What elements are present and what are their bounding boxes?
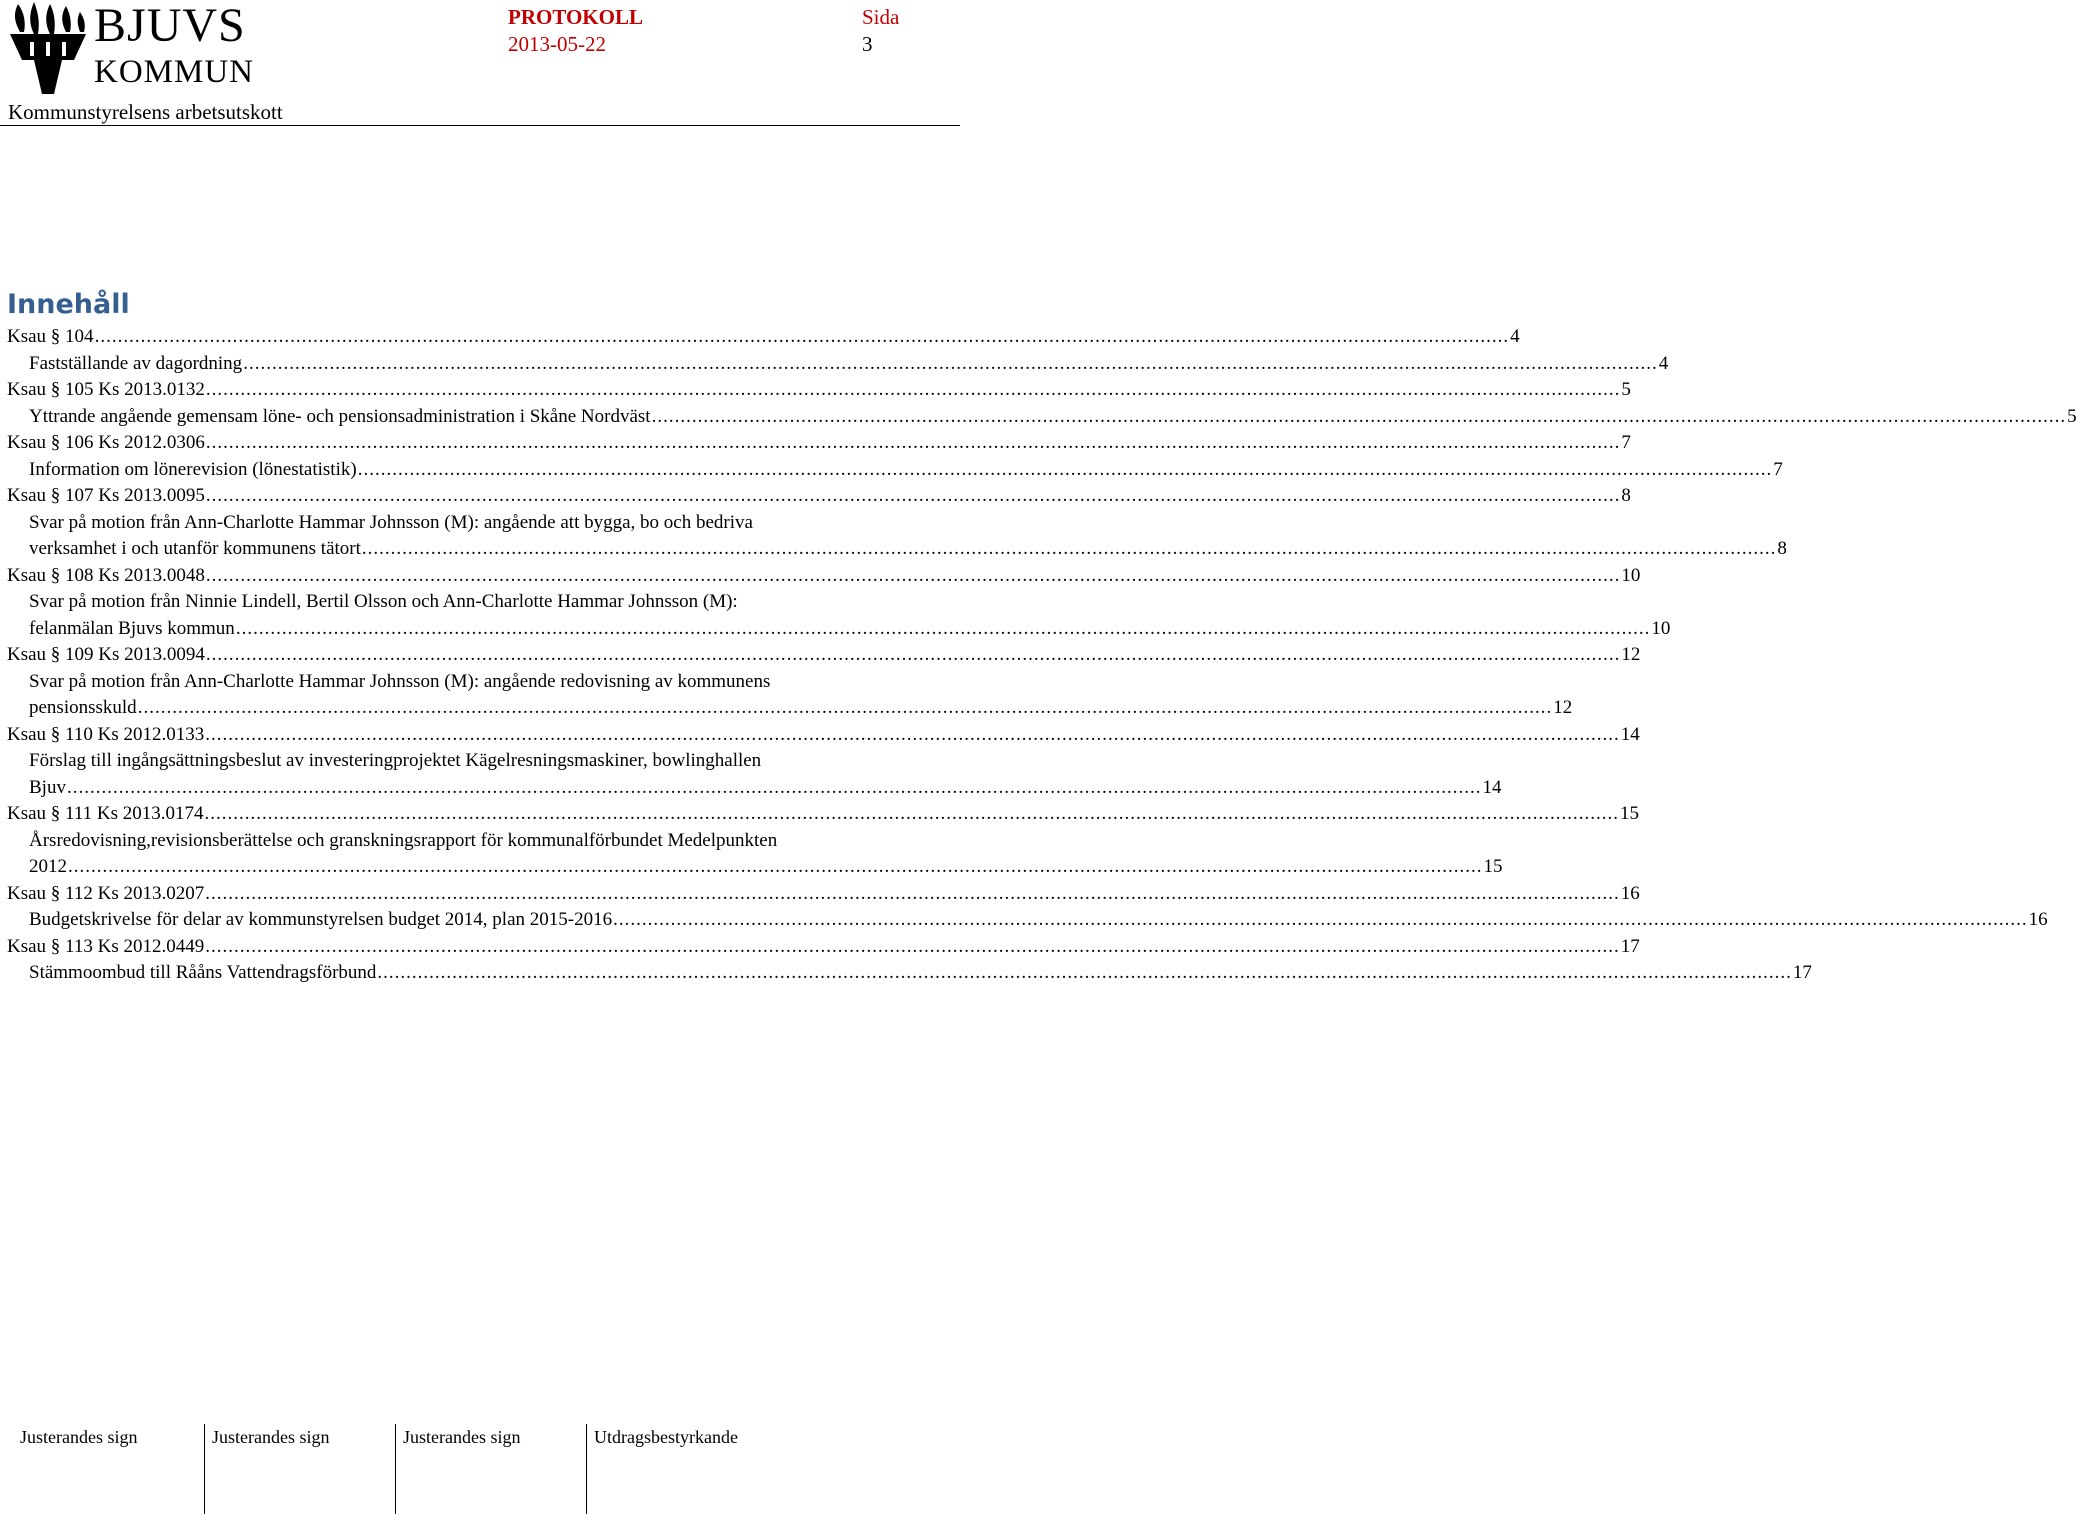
- dot-leader: [358, 457, 1773, 484]
- toc-entry-heading[interactable]: [7, 324, 1520, 351]
- toc-entry-text-continued: felanmälan Bjuvs kommun: [29, 617, 235, 639]
- dot-leader: [206, 377, 1621, 404]
- toc-entry-title[interactable]: [7, 351, 1669, 378]
- dot-leader: [362, 536, 1777, 563]
- signature-label: Justerandes sign: [20, 1427, 138, 1447]
- toc-entry-text: Stämmoombud till Rååns Vattendragsförbund: [29, 962, 377, 983]
- toc-page-number: 5: [2067, 405, 2077, 427]
- header-divider: [0, 125, 960, 126]
- toc-entry-continuation: [29, 854, 1503, 881]
- signature-cell-3: [395, 1424, 585, 1514]
- toc-page-number: 8: [1777, 538, 1787, 559]
- toc-entry-text-continued: 2012: [29, 856, 67, 877]
- toc-page-number: 15: [1483, 856, 1503, 877]
- toc-page-number: 15: [1620, 803, 1640, 824]
- toc-entry-title[interactable]: [7, 404, 2077, 431]
- toc-page-number: 10: [1621, 564, 1641, 586]
- signature-label: Justerandes sign: [212, 1427, 330, 1447]
- toc-entry-continuation: [29, 695, 1573, 722]
- toc-page-number: 17: [1792, 962, 1812, 983]
- toc-entry-title[interactable]: [7, 669, 1573, 722]
- toc-entry-text: Ksau § 105 Ks 2013.0132: [7, 379, 205, 400]
- toc-page-number: 5: [1621, 379, 1631, 400]
- toc-page-number: 16: [1620, 882, 1640, 904]
- dot-leader: [68, 854, 1483, 881]
- dot-leader: [206, 483, 1621, 510]
- signature-cell-4: [586, 1424, 956, 1514]
- toc-entry-text: Ksau § 109 Ks 2013.0094: [7, 644, 205, 665]
- toc-entry-text: Svar på motion från Ann-Charlotte Hammar Johnsson (M): angående redovisning av kommunens: [29, 670, 771, 692]
- toc-page-number: 7: [1773, 458, 1783, 480]
- toc-entry-title[interactable]: [7, 960, 1812, 987]
- toc-entry-text: Svar på motion från Ann-Charlotte Hammar Johnsson (M): angående att bygga, bo och bedriva: [29, 511, 753, 533]
- toc-entry-text-continued: Bjuv: [29, 776, 66, 798]
- toc-entry-text: Budgetskrivelse för delar av kommunstyrelsen budget 2014, plan 2015-2016: [29, 909, 613, 930]
- bjuv-torch-logo-icon: [8, 2, 88, 98]
- toc-entry-title[interactable]: [7, 907, 2048, 934]
- toc-entry-text: Ksau § 112 Ks 2013.0207: [7, 882, 205, 904]
- document-type: PROTOKOLL: [508, 5, 643, 29]
- toc-entry-title[interactable]: [7, 457, 1783, 484]
- dot-leader: [206, 430, 1621, 457]
- toc-entry-text: Ksau § 106 Ks 2012.0306: [7, 432, 205, 453]
- toc-entry-text-continued: pensionsskuld: [29, 697, 137, 718]
- table-of-contents: [7, 324, 2077, 987]
- toc-page-number: 12: [1553, 697, 1573, 718]
- toc-entry-text: Ksau § 104: [7, 326, 94, 347]
- toc-entry-text-continued: verksamhet i och utanför kommunens tätort: [29, 538, 361, 559]
- logo-subtitle: KOMMUN: [94, 54, 255, 90]
- toc-entry-text: Ksau § 107 Ks 2013.0095: [7, 485, 205, 506]
- toc-entry-text: Förslag till ingångsättningsbeslut av investeringprojektet Kägelresningsmaskiner, bowlinghallen: [29, 750, 762, 771]
- toc-entry-heading[interactable]: [7, 881, 1640, 908]
- toc-heading: Innehåll: [7, 289, 130, 320]
- toc-entry-heading[interactable]: [7, 642, 1641, 669]
- toc-page-number: 10: [1651, 617, 1671, 639]
- toc-page-number: 14: [1620, 723, 1640, 745]
- page-label: Sida: [862, 5, 900, 29]
- dot-leader: [205, 801, 1620, 828]
- toc-entry-text: Ksau § 110 Ks 2012.0133: [7, 723, 205, 745]
- logo-wordmark: BJUVS: [94, 0, 246, 52]
- signature-cell-1: [12, 1424, 202, 1514]
- toc-page-number: 16: [2028, 909, 2048, 930]
- dot-leader: [95, 324, 1510, 351]
- signature-label: Justerandes sign: [403, 1427, 521, 1447]
- toc-entry-text: Ksau § 108 Ks 2013.0048: [7, 564, 205, 586]
- toc-entry-title[interactable]: [7, 510, 1787, 563]
- dot-leader: [205, 722, 1620, 749]
- toc-entry-title[interactable]: [7, 589, 1671, 642]
- toc-entry-heading[interactable]: [7, 563, 1641, 590]
- toc-entry-text: Svar på motion från Ninnie Lindell, Bertil Olsson och Ann-Charlotte Hammar Johnsson (M):: [29, 591, 738, 612]
- toc-entry-heading[interactable]: [7, 934, 1640, 961]
- document-date: 2013-05-22: [508, 32, 606, 56]
- dot-leader: [138, 695, 1553, 722]
- toc-entry-text: Ksau § 111 Ks 2013.0174: [7, 803, 204, 824]
- toc-page-number: 8: [1621, 485, 1631, 506]
- page-number: 3: [862, 32, 873, 56]
- toc-page-number: 4: [1510, 326, 1520, 347]
- dot-leader: [206, 642, 1621, 669]
- committee-name: Kommunstyrelsens arbetsutskott: [8, 100, 283, 124]
- toc-page-number: 7: [1621, 432, 1631, 453]
- toc-entry-title[interactable]: [7, 748, 1502, 801]
- toc-page-number: 12: [1621, 644, 1641, 665]
- toc-entry-continuation: [29, 616, 1671, 643]
- toc-entry-title[interactable]: [7, 828, 1503, 881]
- toc-page-number: 4: [1658, 352, 1669, 374]
- signature-footer: [0, 1424, 960, 1514]
- dot-leader: [652, 404, 2067, 431]
- dot-leader: [243, 351, 1658, 378]
- signature-label: Utdragsbestyrkande: [594, 1427, 738, 1447]
- toc-entry-heading[interactable]: [7, 377, 1631, 404]
- toc-entry-text: Information om lönerevision (lönestatistik): [29, 458, 357, 480]
- toc-entry-text: Yttrande angående gemensam löne- och pensionsadministration i Skåne Nordväst: [29, 405, 651, 427]
- toc-entry-heading[interactable]: [7, 483, 1631, 510]
- dot-leader: [206, 563, 1621, 590]
- dot-leader: [67, 775, 1482, 802]
- toc-entry-text: Årsredovisning,revisionsberättelse och granskningsrapport för kommunalförbundet Medelpunkten: [29, 829, 778, 851]
- dot-leader: [205, 881, 1620, 908]
- toc-page-number: 17: [1620, 935, 1640, 957]
- dot-leader: [236, 616, 1651, 643]
- dot-leader: [613, 907, 2028, 934]
- dot-leader: [205, 934, 1620, 961]
- toc-entry-heading[interactable]: [7, 801, 1640, 828]
- dot-leader: [377, 960, 1792, 987]
- signature-cell-2: [204, 1424, 394, 1514]
- toc-page-number: 14: [1482, 776, 1502, 798]
- page-header: [0, 0, 960, 128]
- toc-entry-text: Ksau § 113 Ks 2012.0449: [7, 935, 205, 957]
- toc-entry-continuation: [29, 775, 1502, 802]
- toc-entry-heading[interactable]: [7, 722, 1640, 749]
- toc-entry-continuation: [29, 536, 1787, 563]
- toc-entry-heading[interactable]: [7, 430, 1631, 457]
- toc-entry-text: Fastställande av dagordning: [29, 352, 243, 374]
